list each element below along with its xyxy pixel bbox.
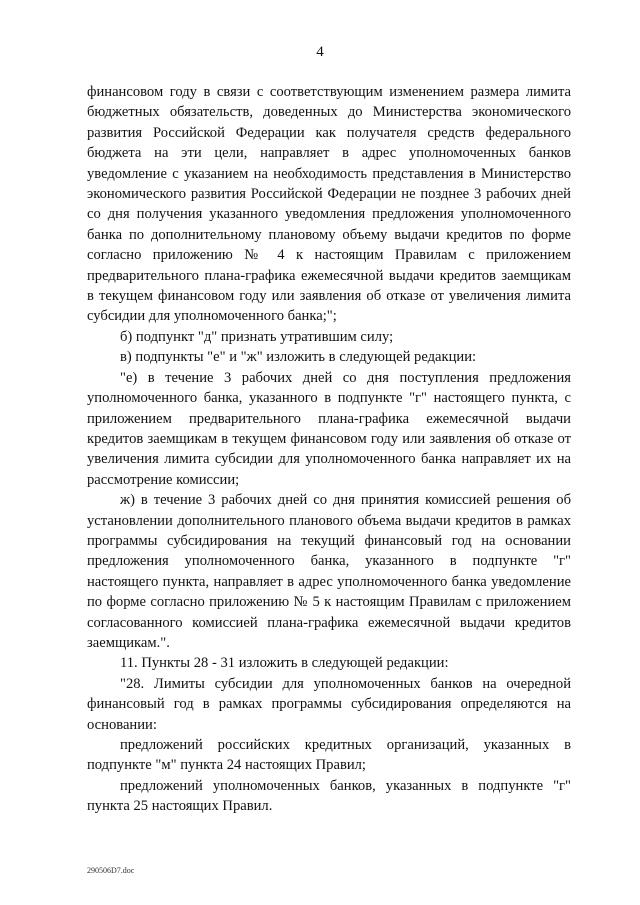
paragraph-subitem-b: б) подпункт "д" признать утратившим силу;	[120, 328, 394, 345]
page-number: 4	[316, 44, 324, 60]
paragraph-continuation: финансовом году в связи с соответствующим изменением размера лимита бюджетных обязательств, доведенных до Министерства экономического развития Российской Федерации как получателя средств федерального бюджета на эти цели, направляет в адрес уполномоченных банков уведомление с указанием на необходимость представления в Министерство экономического развития Российской Федерации не позднее 3 рабочих дней со дня получения указанного уведомления предложения уполномоченного банка по дополнительному плановому объему выдачи кредитов по форме согласно приложению № 4 к настоящим Правилам с приложением предварительного плана-графика ежемесячной выдачи кредитов заемщикам в текущем финансовом году или заявления об отказе от увеличения лимита субсидии для уполномоченного банка;";	[87, 84, 571, 325]
paragraph-subitem-e: "е) в течение 3 рабочих дней со дня поступления предложения уполномоченного банка, указанного в подпункте "г" настоящего пункта, с приложением предварительного плана-графика ежемесячной выдачи кредитов заемщикам в текущем финансовом году или заявления об отказе от увеличения лимита субсидии для уполномоченного банка направляет их на рассмотрение комиссии;	[87, 369, 571, 488]
file-name-footer: 290506D7.doc	[87, 866, 135, 875]
document-body	[87, 82, 571, 817]
paragraph-basis-banks: предложений уполномоченных банков, указанных в подпункте "г" пункта 25 настоящих Правил.	[87, 777, 571, 815]
paragraph-subitem-v: в) подпункты "е" и "ж" изложить в следующей редакции:	[120, 349, 477, 366]
paragraph-basis-credit-orgs: предложений российских кредитных организаций, указанных в подпункте "м" пункта 24 настоящих Правил;	[87, 737, 571, 774]
paragraph-item-28: "28. Лимиты субсидии для уполномоченных банков на очередной финансовый год в рамках программы субсидирования определяются на основании:	[87, 675, 571, 733]
paragraph-item-11: 11. Пункты 28 - 31 изложить в следующей редакции:	[120, 655, 449, 672]
paragraph-subitem-zh: ж) в течение 3 рабочих дней со дня принятия комиссией решения об установлении дополнительного планового объема выдачи кредитов в рамках программы субсидирования на текущий финансовый год на основании предложения уполномоченного банка, указанного в подпункте "г" настоящего пункта, направляет в адрес уполномоченного банка уведомление по форме согласно приложению № 5 к настоящим Правилам с приложением согласованного комиссией плана-графика ежемесячной выдачи кредитов заемщикам.".	[87, 492, 571, 651]
